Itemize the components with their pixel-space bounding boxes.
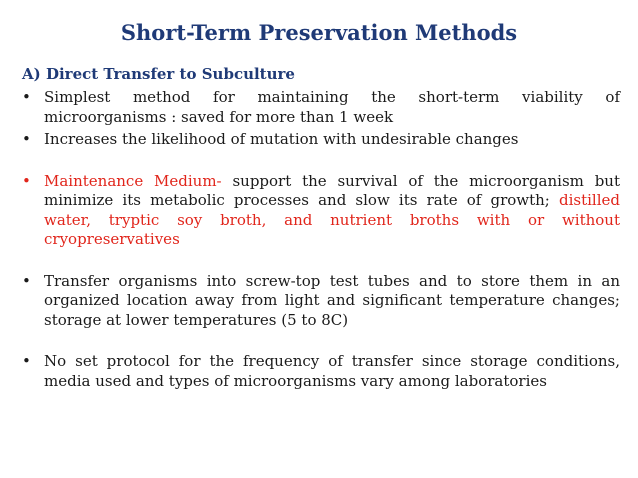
spacer (22, 330, 620, 352)
bullet-dot-icon: • (22, 352, 31, 370)
bullet-list (22, 88, 620, 391)
section-subheading: A) Direct Transfer to Subculture (22, 65, 295, 83)
bullet-item-viability (22, 88, 620, 127)
bullet-text: Simplest method for maintaining the short-term viability of microorganisms : saved for more than 1 week (44, 88, 620, 126)
bullet-item-protocol (22, 352, 620, 391)
bullet-dot-icon: • (22, 130, 31, 148)
bullet-dot-icon: • (22, 88, 31, 106)
bullet-text: Transfer organisms into screw-top test tubes and to store them in an organized location away from light and significant temperature changes; storage at lower temperatures (5 to 8C) (44, 271, 620, 329)
bullet-text: No set protocol for the frequency of transfer since storage conditions, media used and types of microorganisms vary among laboratories (44, 352, 620, 390)
bullet-item-maintenance-medium (22, 172, 620, 250)
spacer (22, 250, 620, 272)
maintenance-medium-label: Maintenance Medium- (44, 171, 222, 190)
slide-title: Short-Term Preservation Methods (120, 20, 518, 45)
bullet-item-mutation (22, 130, 620, 150)
medium-examples: distilled water, tryptic soy broth, and nutrient broths with or without cryopreservatives (44, 191, 620, 248)
spacer (22, 150, 620, 172)
bullet-dot-icon: • (22, 271, 31, 290)
bullet-item-transfer (22, 272, 620, 331)
bullet-text: support the survival of the microorganism but minimize its metabolic processes and slow its rate of growth; (44, 171, 620, 209)
bullet-dot-icon: • (22, 171, 31, 190)
bullet-text: Increases the likelihood of mutation with undesirable changes (44, 130, 519, 148)
